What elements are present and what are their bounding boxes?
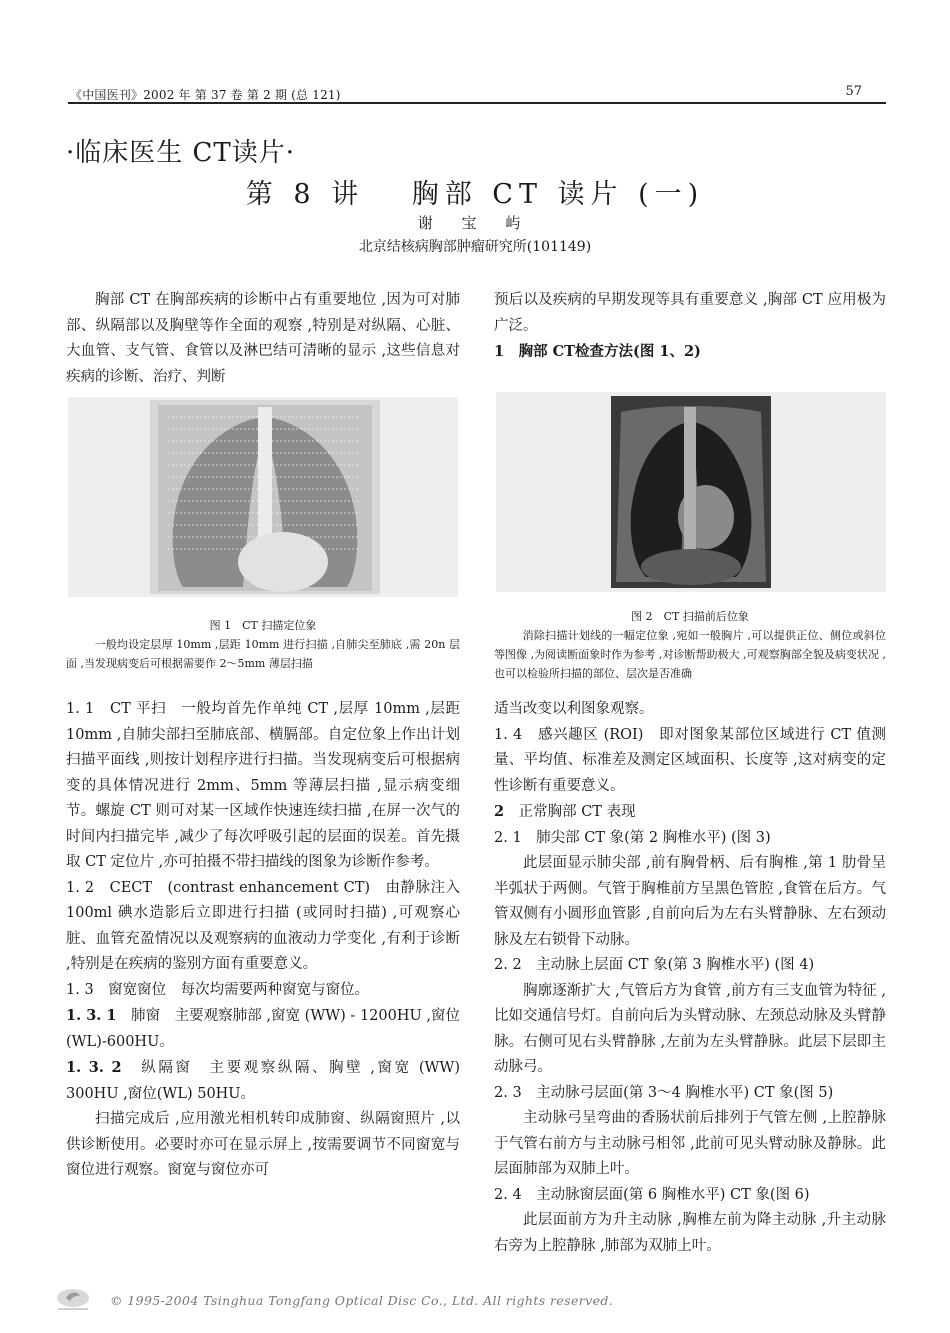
section-2-title: 正常胸部 CT 表现 [504,804,636,820]
intro-text: 胸部 CT 在胸部疾病的诊断中占有重要地位 ,因为可对肺部、纵隔部以及胸壁等作全面的观察 ,特别是对纵隔、心脏、大血管、支气管、食管以及淋巴结可清晰的显示 ,这些信息对疾病的诊断、治疗、判断 [66,292,460,385]
section-1-3-2-text: 纵隔窗 主要观察纵隔、胸壁 ,窗宽 (WW) 300HU ,窗位(WL) 50HU。 [66,1060,460,1102]
header-rule [68,102,886,104]
section-2-number: 2 [494,803,505,820]
journal-header: 《中国医刊》2002 年 第 37 卷 第 2 期 (总 121) [70,88,341,102]
window-continued: 适当改变以利图象观察。 [494,701,654,717]
figure-1-caption: 一般均设定层厚 10mm ,层距 10mm 进行扫描 ,自肺尖至肺底 ,需 20n 层面 ,当发现病变后可根据需要作 2～5mm 薄层扫描 [66,638,460,670]
section-1-1: 1. 1 CT 平扫 一般均首先作单纯 CT ,层厚 10mm ,层距 10mm ,自肺尖部扫至肺底部、横膈部。自定位象上作出计划扫描平面线 ,则按计划程序进行扫描。当发现病变后可根据病变的具体情况进行 2mm、5mm 等薄层扫描 ,显示病变细节。螺旋 CT 则可对某一区域作快速连续扫描 ,在屏一次气的时间内扫描完毕 ,减少了每次呼吸引起的层面的误差。首先摄取 CT 定位片 ,亦可拍摄不带扫描线的图象为诊断作参考。 [66,701,460,870]
author: 谢 宝 屿 [417,214,533,232]
figure-1-image [68,397,458,597]
section-2-3-heading: 2. 3 主动脉弓层面(第 3～4 胸椎水平) CT 象(图 5) [494,1084,834,1101]
section-1-3-1-text: 肺窗 主要观察肺部 ,窗宽 (WW) - 1200HU ,窗位(WL)-600HU。 [66,1008,460,1050]
article-title: 第 8 讲 胸部 CT 读片 (一) [245,179,705,210]
chest-frontal-icon [496,392,886,592]
section-2-3-text: 主动脉弓呈弯曲的香肠状前后排列于气管左侧 ,上腔静脉于气管右前方与主动脉弓相邻 ,此前可见头臂动脉及静脉。此层面肺部为双肺上叶。 [494,1110,886,1177]
section-2-4-text: 此层面前方为升主动脉 ,胸椎左前为降主动脉 ,升主动脉右旁为上腔静脉 ,肺部为双肺上叶。 [494,1212,886,1254]
scan-output-paragraph: 扫描完成后 ,应用激光相机转印成肺窗、纵隔窗照片 ,以供诊断使用。必要时亦可在显示屏上 ,按需要调节不同窗宽与窗位进行观察。窗宽与窗位亦可 [66,1111,460,1178]
intro-continued: 预后以及疾病的早期发现等具有重要意义 ,胸部 CT 应用极为广泛。 [494,292,886,334]
section-1-3-1 [66,1003,460,1055]
intro-paragraph [66,288,460,390]
figure-2-title: 图 2 CT 扫描前后位象 [631,610,749,623]
section-1-heading: 1 胸部 CT检查方法(图 1、2) [494,343,701,360]
section-1-2: 1. 2 CECT (contrast enhancement CT) 由静脉注入 100ml 碘水造影后立即进行扫描 (或同时扫描) ,可观察心脏、血管充盈情况以及观察病的血液动力学变化 ,有利于诊断 ,特别是在疾病的鉴别方面有重要意义。 [66,879,460,972]
publisher-logo-icon [52,1286,94,1314]
figure-1-caption-block [66,616,460,673]
chest-scanogram-icon [68,397,458,597]
figure-2-image [496,392,886,592]
right-column-body [494,697,886,1259]
figure-2-caption: 消除扫描计划线的一幅定位象 ,宛如一般胸片 ,可以提供正位、侧位或斜位等图像 ,为阅读断面象时作为参考 ,对诊断帮助极大 ,可观察胸部全貌及病变状况 ,也可以检验所扫描的部位、层次是否准确 [494,629,886,680]
section-1-4: 1. 4 感兴趣区 (ROI) 即对图象某部位区域进行 CT 值测量、平均值、标准差及测定区域面积、长度等 ,这对病变的定性诊断有重要意义。 [494,726,886,794]
section-2-heading [494,799,886,826]
copyright-footer: © 1995-2004 Tsinghua Tongfang Optical Disc Co., Ltd. All rights reserved. [110,1293,614,1308]
section-1-3-2-number: 1. 3. 2 [66,1059,122,1076]
section-2-2-text: 胸廓逐渐扩大 ,气管后方为食管 ,前方有三支血管为特征 ,比如交通信号灯。自前向后为头臂动脉、左颈总动脉及头臂静脉。右侧可见右头臂静脉 ,左前为左头臂静脉。此层下层即主动脉弓。 [494,982,886,1075]
section-1-3: 1. 3 窗宽窗位 每次均需要两种窗宽与窗位。 [66,981,370,998]
page-number: 57 [845,84,862,99]
section-2-2-heading: 2. 2 主动脉上层面 CT 象(第 3 胸椎水平) (图 4) [494,957,815,973]
figure-1-title: 图 1 CT 扫描定位象 [209,619,317,632]
section-2-1-heading: 2. 1 肺尖部 CT 象(第 2 胸椎水平) (图 3) [494,829,771,846]
figure-2-caption-block [494,607,886,683]
section-2-4-heading: 2. 4 主动脉窗层面(第 6 胸椎水平) CT 象(图 6) [494,1186,810,1203]
section-1-3-2 [66,1055,460,1107]
series-title: ·临床医生 CT读片· [66,138,296,168]
right-top-text [494,288,886,365]
section-2-1-text: 此层面显示肺尖部 ,前有胸骨柄、后有胸椎 ,第 1 肋骨呈半弧状于两侧。气管于胸椎前方呈黑色管腔 ,食管在后方。气管双侧有小圆形血管影 ,自前向后为左右头臂静脉、左右颈动脉及左右锁骨下动脉。 [494,855,886,948]
left-column-body [66,697,460,1184]
affiliation: 北京结核病胸部肿瘤研究所(101149) [358,239,592,255]
section-1-3-1-number: 1. 3. 1 [66,1007,117,1024]
